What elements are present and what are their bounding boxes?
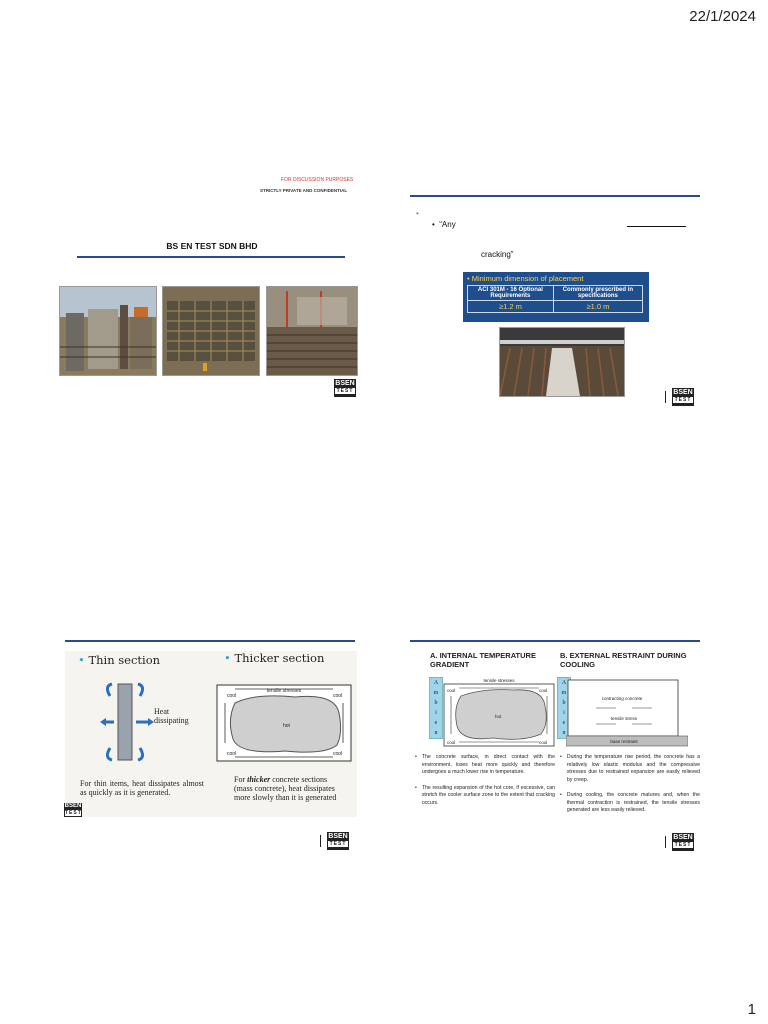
table-col-aci: ACI 301M - 16 Optional Requirements [468, 286, 554, 301]
table-val-common: ≥1.0 m [553, 301, 642, 313]
title-rule [77, 256, 345, 258]
placement-photo [499, 327, 625, 397]
cool-label: cool [227, 751, 237, 757]
reinforcement-deck-photo [266, 286, 358, 376]
table-col-common: Commonly prescribed in specifications [553, 286, 642, 301]
internal-gradient-diagram [443, 678, 555, 748]
bsen-logo-small: BSEN TEST [64, 803, 82, 816]
confidential-note: STRICTLY PRIVATE AND CONFIDENTIAL [260, 188, 348, 193]
slide2-rule [410, 195, 700, 197]
slide3-rule [65, 640, 355, 642]
thin-section-diagram [100, 682, 156, 762]
bsen-logo: BSEN TEST [665, 833, 694, 851]
tensile-label: tensile stresses [266, 688, 302, 694]
slide4-rule [410, 640, 700, 642]
cool-label: cool [539, 740, 548, 745]
bsen-logo: BSEN TEST [665, 388, 694, 406]
tensile-stress-label: tensile stress [610, 716, 638, 721]
thick-section-diagram [215, 683, 353, 763]
hot-label: hot [283, 723, 290, 729]
cool-label: cool [447, 688, 456, 693]
column-b [560, 754, 700, 815]
thick-section-label: • Thicker section [224, 651, 325, 665]
bullet-b-1: • During the temperature rise period, the concrete has a relatively low elastic modulus and the compressive stresses due to restrained expansion are easily relieved by creep. [560, 754, 700, 783]
cool-label: cool [333, 693, 343, 699]
placement-table [463, 272, 649, 322]
bsen-logo: BSEN TEST [334, 379, 356, 397]
thick-caption: For thicker concrete sections (mass concrete), heat dissipates more slowly than it is generated [234, 775, 337, 802]
tensile-label: tensile stresses [483, 678, 515, 683]
cool-label: cool [333, 751, 343, 757]
table-val-aci: ≥1.2 m [468, 301, 554, 313]
cool-label: cool [539, 688, 548, 693]
bullet-a-1: • The concrete surface, in direct contact with the environment, loses heat more quickly and therefore undergoes a much lower rise in temperature. [415, 754, 555, 775]
slide-title: BS EN TEST SDN BHD [166, 241, 258, 251]
hot-label: hot [495, 714, 502, 719]
heading-b: B. EXTERNAL RESTRAINT DURING COOLING [560, 651, 687, 669]
cracking-text: cracking” [481, 250, 514, 259]
bullet-a-2: • The resulting expansion of the hot core, if excessive, can stretch the cooler surface zone to the extent that cracking occurs. [415, 784, 555, 806]
discussion-note: FOR DISCUSSION PURPOSES [281, 177, 354, 183]
rebar-pit-photo [162, 286, 260, 376]
page-date: 22/1/2024 [689, 8, 756, 25]
blank-underline [627, 226, 686, 227]
ambient-left: A m b i e n [429, 677, 443, 739]
column-a [415, 754, 555, 807]
bullet-b-2: • During cooling, the concrete matures and, when the thermal contraction is restrained, the tensile stresses generated are less easily relieved. [560, 792, 700, 813]
external-restraint-diagram [566, 678, 688, 748]
page-number: 1 [747, 1001, 756, 1018]
cool-label: cool [447, 740, 456, 745]
base-restraint-label: base restraint [610, 739, 638, 744]
cool-label: cool [227, 693, 237, 699]
quote-bullet: • “Any [432, 220, 456, 229]
table-header: • Minimum dimension of placement [467, 274, 584, 283]
heat-label: Heat dissipating [154, 707, 189, 725]
heading-a: A. INTERNAL TEMPERATURE GRADIENT [430, 651, 536, 669]
bullet-dot: • [416, 209, 419, 218]
ambient-right: A m b i e n [557, 677, 571, 739]
thin-caption: For thin items, heat dissipates almost as quickly as it is generated. [80, 779, 204, 797]
formwork-photo [59, 286, 157, 376]
contracting-label: contracting concrete [601, 696, 643, 701]
bsen-logo: BSEN TEST [320, 832, 349, 850]
thin-section-label: • Thin section [78, 653, 161, 667]
